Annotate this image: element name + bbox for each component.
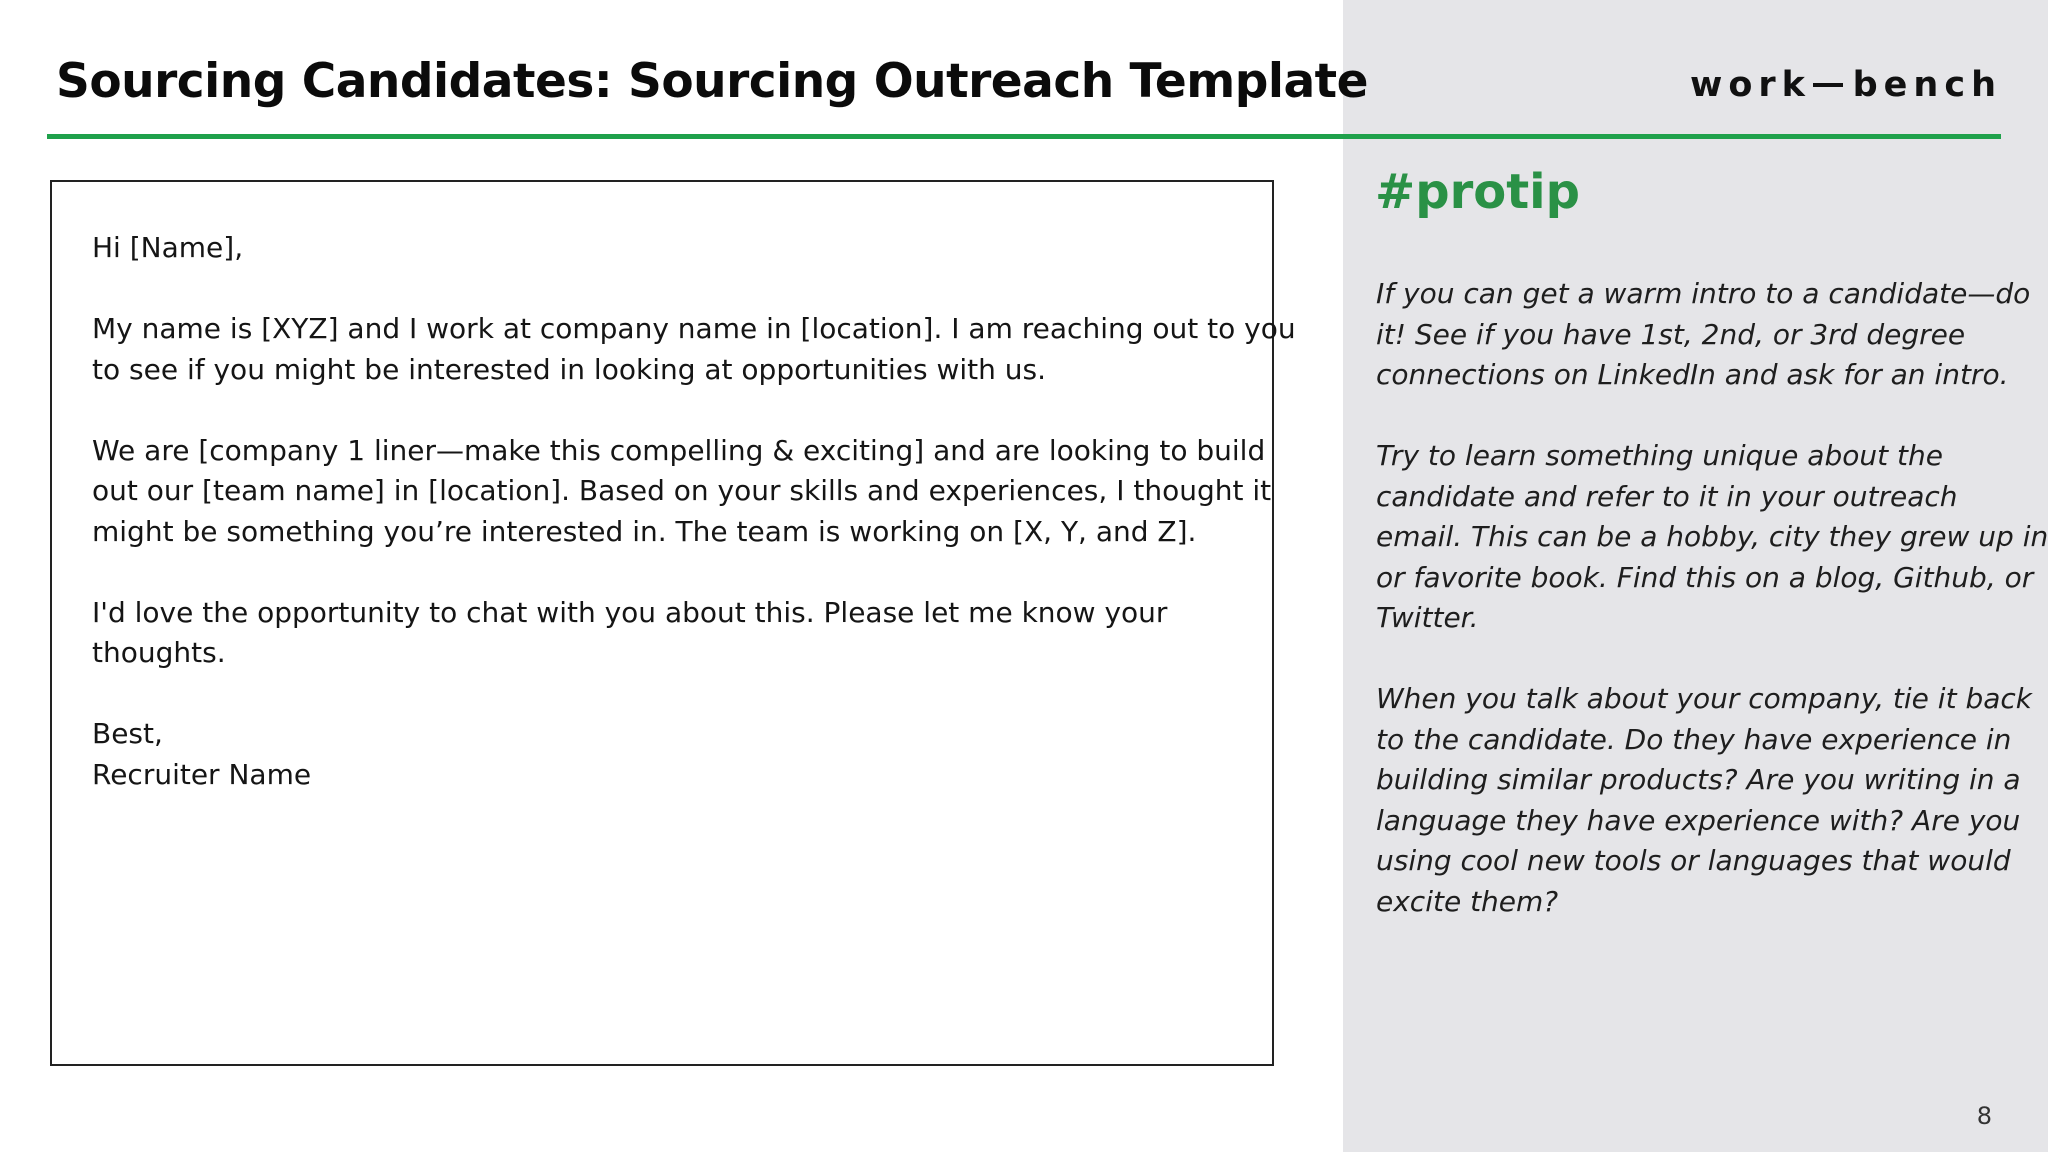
template-intro xyxy=(92,309,1296,390)
outreach-template-body xyxy=(92,228,1296,795)
protip-tips xyxy=(1376,274,2048,963)
tip-line: email. This can be a hobby, city they grew up in xyxy=(1376,520,2048,553)
logo-dash xyxy=(1813,83,1843,87)
tip-line: candidate and refer to it in your outreach xyxy=(1376,479,1958,513)
template-signature: Recruiter Name xyxy=(92,757,312,791)
tip-line: it! See if you have 1st, 2nd, or 3rd degree xyxy=(1376,317,1966,351)
tip-line: or favorite book. Find this on a blog, Github, or xyxy=(1376,560,2034,594)
logo-word-bench: bench xyxy=(1852,65,2002,105)
template-greeting xyxy=(92,228,1242,269)
template-line: We are [company 1 liner—make this compelling & exciting] and are looking to build xyxy=(92,433,1266,467)
tip-line: Try to learn something unique about the xyxy=(1376,439,1943,472)
template-close xyxy=(92,593,1242,674)
tip-line: to the candidate. Do they have experience in xyxy=(1376,722,2012,756)
tip-line: connections on LinkedIn and ask for an intro. xyxy=(1376,358,2009,391)
logo-word-work: work xyxy=(1690,65,1811,105)
template-line: out our [team name] in [location]. Based on your skills and experiences, I thought it xyxy=(92,474,1272,507)
template-line: My name is [XYZ] and I work at company name in [location]. I am reaching out to you xyxy=(92,312,1296,345)
workbench-logo xyxy=(1690,57,2002,113)
tip-paragraph xyxy=(1376,436,2048,639)
template-line: I'd love the opportunity to chat with you about this. Please let me know your xyxy=(92,595,1168,629)
template-pitch xyxy=(92,431,1272,553)
tip-paragraph xyxy=(1376,274,2036,396)
tip-line: language they have experience with? Are you xyxy=(1376,803,2021,837)
template-signature-block xyxy=(92,714,1242,795)
title-divider xyxy=(47,134,2001,139)
tip-line: When you talk about your company, tie it back xyxy=(1376,682,2032,715)
template-line: thoughts. xyxy=(92,636,226,669)
template-line: to see if you might be interested in looking at opportunities with us. xyxy=(92,352,1047,386)
template-line: might be something you’re interested in. The team is working on [X, Y, and Z]. xyxy=(92,514,1197,548)
tip-line: using cool new tools or languages that would xyxy=(1376,844,2011,877)
tip-paragraph xyxy=(1376,679,2036,922)
template-line: Hi [Name], xyxy=(92,231,244,264)
slide-title: Sourcing Candidates: Sourcing Outreach Template xyxy=(56,54,1369,109)
outreach-template-box xyxy=(50,180,1296,1066)
tip-line: building similar products? Are you writing in a xyxy=(1376,763,2021,796)
tip-line: excite them? xyxy=(1376,884,1559,918)
tip-line: Twitter. xyxy=(1376,601,1479,634)
protip-heading: #protip xyxy=(1375,164,1580,220)
page-number: 8 xyxy=(1976,1102,1992,1130)
template-sign-off: Best, xyxy=(92,717,163,750)
tip-line: If you can get a warm intro to a candidate—do xyxy=(1376,277,2031,310)
